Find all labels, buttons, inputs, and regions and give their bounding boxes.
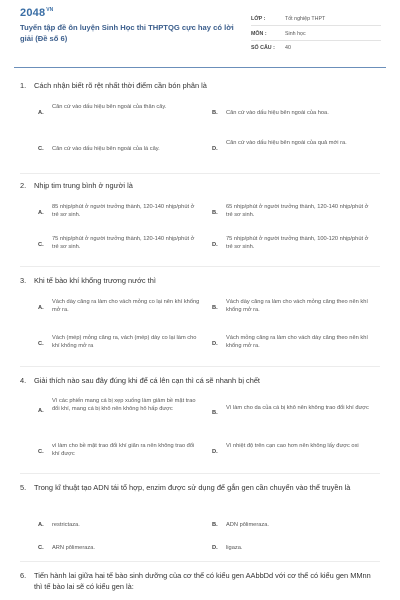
site-logo[interactable] [20, 7, 53, 19]
question-number: 3. [20, 276, 27, 285]
question-separator [20, 561, 380, 562]
question-number: 4. [20, 376, 27, 385]
meta-divider [251, 40, 381, 41]
question-separator [20, 173, 380, 174]
page-header [0, 0, 400, 66]
header-divider [14, 67, 386, 68]
question-separator [20, 366, 380, 367]
question-number: 2. [20, 181, 27, 190]
meta-value: Sinh học [285, 31, 306, 37]
meta-key: LỚP : [251, 16, 266, 22]
meta-value: 40 [285, 45, 291, 51]
question-number: 6. [20, 571, 27, 580]
logo-suffix: VN [46, 7, 54, 14]
question-separator [20, 473, 380, 474]
question-separator [20, 266, 380, 267]
question-number: 1. [20, 81, 27, 90]
meta-divider [251, 25, 381, 26]
meta-value: Tốt nghiệp THPT [285, 16, 326, 22]
meta-key: MÔN : [251, 31, 267, 37]
meta-key: SỐ CÂU : [251, 45, 275, 51]
document-title: Tuyển tập đề ôn luyện Sinh Học thi THPTQG cực hay có lời giải (Đề số 6) [20, 23, 234, 43]
logo-text: 2048 [20, 7, 46, 19]
question-number: 5. [20, 483, 27, 492]
